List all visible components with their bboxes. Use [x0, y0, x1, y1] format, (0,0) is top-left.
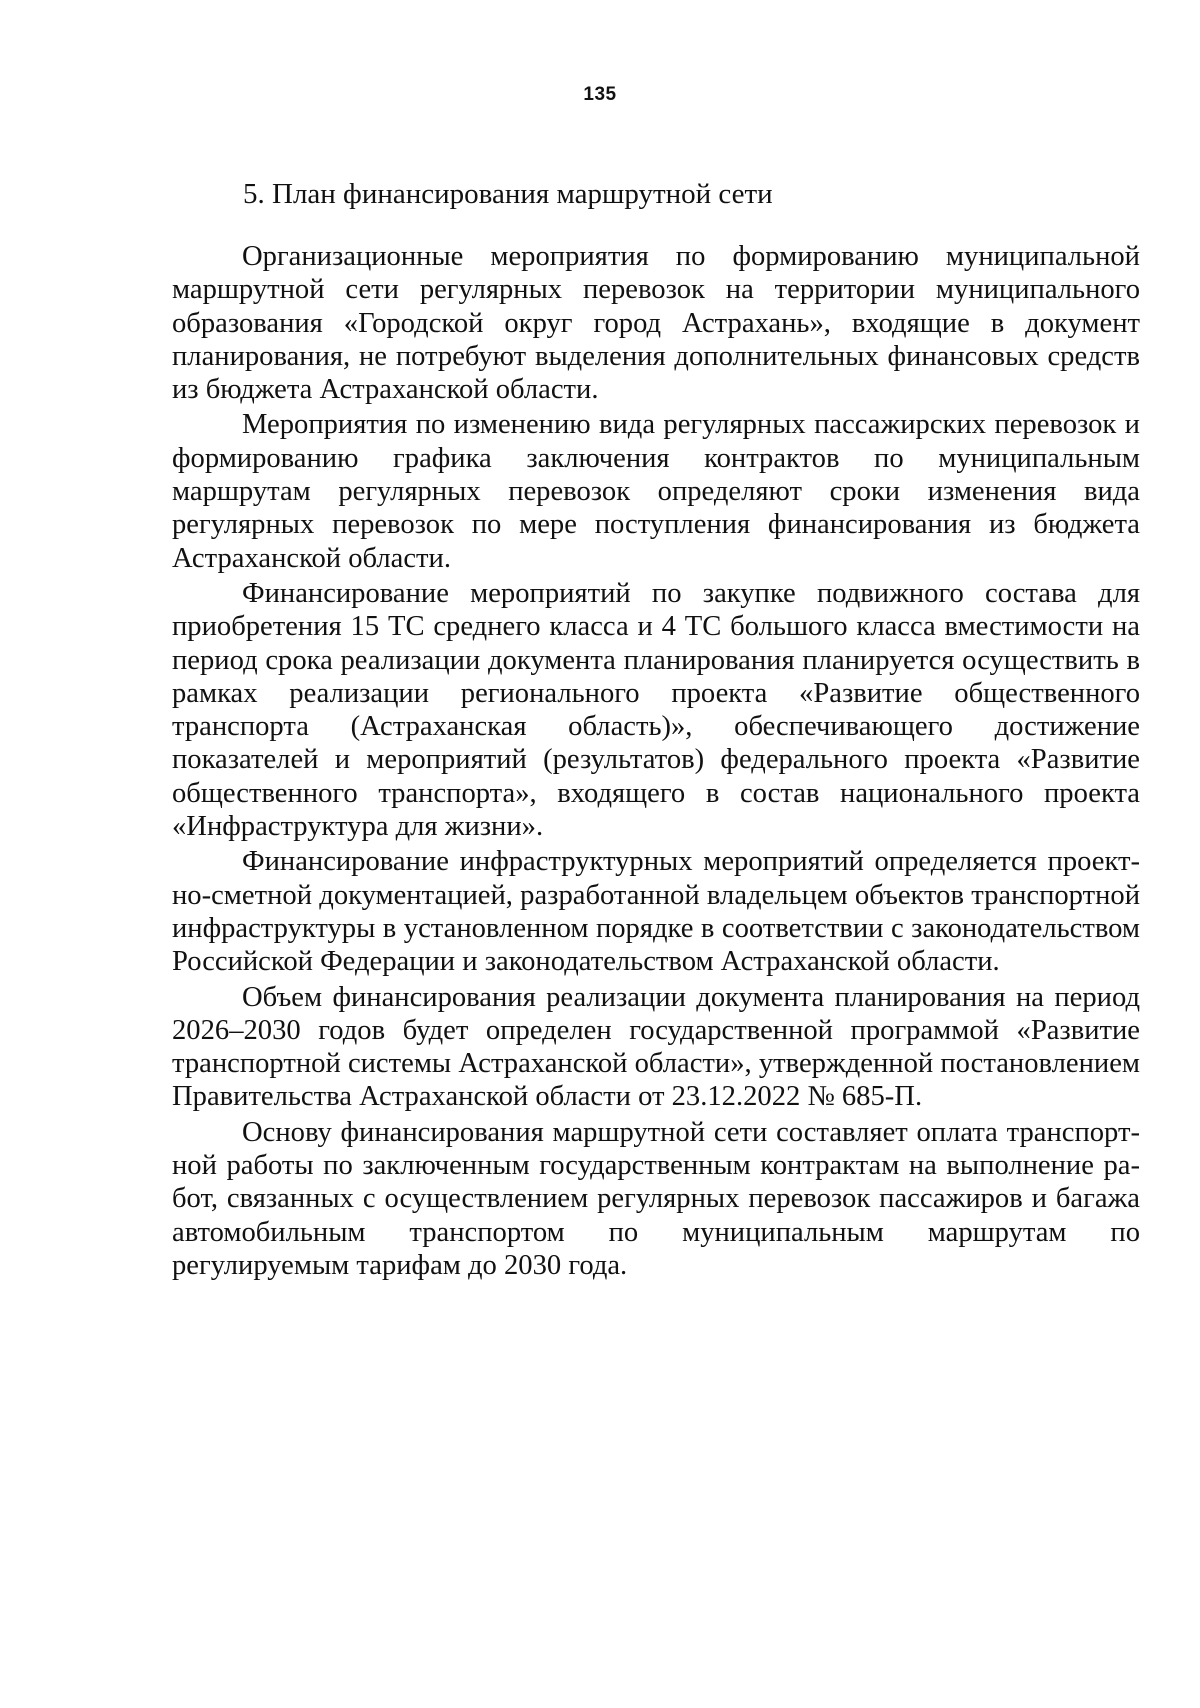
body-text: [172, 240, 1140, 1284]
page-number: 135: [583, 84, 617, 105]
paragraph-transport-type: Мероприятия по изменению вида регулярных пассажирских перевозок и формированию графика заключения контрактов по муниципальным маршрутам регулярных перевозок определяют сроки изменения вида регулярных перевозок по мере поступления финансирования из бюджета Астраханской области.: [172, 409, 1140, 574]
paragraph-organizational: Организационные мероприятия по формированию муниципальной маршрутной сети регулярных перевозок на территории муниципального образования «Городской округ город Астрахань», входящие в документ планирования, не потребуют выделения дополнительных финансовых средств из бюджета Астраханской области.: [172, 241, 1140, 406]
paragraph-funding-basis: Основу финансирования маршрутной сети составляет оплата транспортной работы по заключенным государственным контрактам на выполнение работ, связанных с осуществлением регулярных перевозок пассажиров и багажа автомобильным транспортом по муниципальным маршрутам по регулируемым тарифам до 2030 года.: [172, 1116, 1140, 1281]
section-title: 5. План финансирования маршрутной сети: [243, 178, 773, 210]
paragraph-rolling-stock: Финансирование мероприятий по закупке подвижного состава для приобретения 15 ТС среднего класса и 4 ТС большого класса вместимости на период срока реализации документа планирования планируется осуществить в рамках реализации регионального проекта «Развитие общественного транспорта (Астраханская область)», обеспечивающего достижение показателей и мероприятий (результатов) федерального проекта «Развитие общественного транспорта», входящего в состав национального проекта «Инфраструктура для жизни».: [172, 577, 1140, 843]
paragraph-infrastructure: Финансирование инфраструктурных мероприятий определяется проектно-сметной документацией, разработанной владельцем объектов транспортной инфраструктуры в установленном порядке в соответствии с законодательством Российской Федерации и законодательством Астраханской области.: [172, 846, 1140, 978]
paragraph-funding-volume: Объем финансирования реализации документа планирования на период 2026–2030 годов будет определен государственной программой «Развитие транспортной системы Астраханской области», утвержденной постановлением Правительства Астраханской области от 23.12.2022 № 685-П.: [172, 981, 1140, 1113]
